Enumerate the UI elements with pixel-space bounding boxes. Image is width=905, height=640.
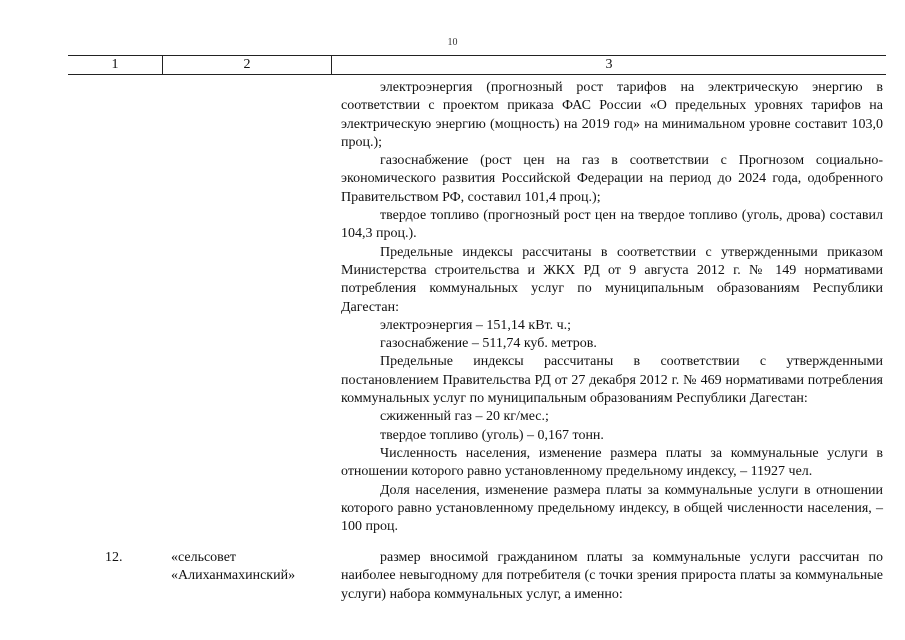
header-col-1: 1 [68,56,163,74]
paragraph-gas-supply: газоснабжение (рост цен на газ в соответствии с Прогнозом социально-экономического развития Российской Федерации на период до 2024 года, одобренного Правительством РФ, составил 101,4 проц.); [341,153,883,205]
paragraph-liquefied-gas-norm: сжиженный газ – 20 кг/мес.; [380,409,549,425]
row-12-content [341,549,883,604]
header-col-2: 2 [163,56,332,74]
row-11-content [341,79,883,536]
paragraph-indices-decree-469: Предельные индексы рассчитаны в соответствии с утвержденными постановлением Правительства РД от 27 декабря 2012 г. № 469 нормативами потребления коммунальных услуг по муниципальным образованиям Республики Дагестан: [341,354,883,407]
paragraph-population-share: Доля населения, изменение размера платы за коммунальные услуги в отношении которого равно установленному предельному индексу, в общей численности населения, – 100 проц. [341,482,883,535]
row-12-name-line-1: «сельсовет [171,550,237,565]
row-12-municipality-name [171,549,321,586]
paragraph-population-count: Численность населения, изменение размера платы за коммунальные услуги в отношении которого равно установленному предельному индексу, – 11927 чел. [341,445,883,480]
header-col-3: 3 [605,57,613,72]
paragraph-gas-norm: газоснабжение – 511,74 куб. метров. [380,336,597,352]
paragraph-solid-fuel: твердое топливо (прогнозный рост цен на твердое топливо (уголь, дрова) составил 104,3 проц.). [341,208,883,242]
paragraph-row-12: размер вносимой гражданином платы за коммунальные услуги рассчитан по наиболее невыгодному для потребителя (с точки зрения прироста платы за коммунальные услуги) набора коммунальных услуг, а именно: [341,550,883,602]
row-12-number: 12. [105,550,123,565]
paragraph-solid-fuel-norm: твердое топливо (уголь) – 0,167 тонн. [380,427,604,443]
page-number: 10 [447,37,458,48]
paragraph-indices-order-149: Предельные индексы рассчитаны в соответствии с утвержденными приказом Министерства строительства и ЖКХ РД от 9 августа 2012 г. № 149 нормативами потребления коммунальных услуг по муниципальным образованиям Республики Дагестан: [341,244,883,315]
table-header [68,55,886,75]
paragraph-electricity-norm: электроэнергия – 151,14 кВт. ч.; [380,317,572,333]
row-12-name-line-2: «Алиханмахинский» [171,568,296,584]
paragraph-electricity-tariff: электроэнергия (прогнозный рост тарифов на электрическую энергию в соответствии с проектом приказа ФАС России «О предельных уровнях тарифов на электрическую энергию (мощность) на 2019 год» на минимальном уровне составит 103,0 проц.); [341,80,883,150]
